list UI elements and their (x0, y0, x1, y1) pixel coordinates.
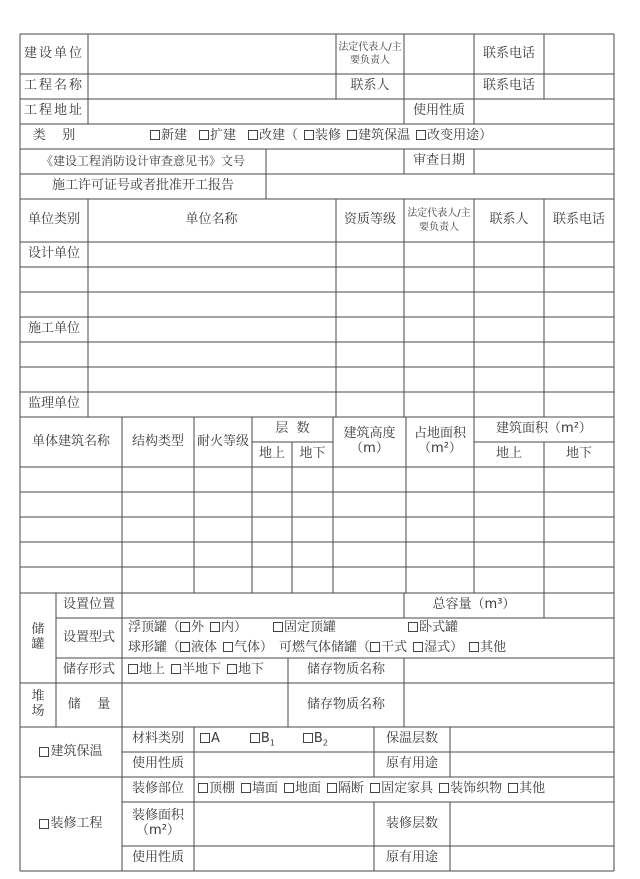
checkbox-icon[interactable] (241, 783, 251, 793)
label-storage-tank (20, 593, 56, 683)
header-contact-person: 联系人 (489, 212, 529, 228)
header-fire-rating: 耐火等级 (196, 433, 249, 449)
field-yard-material[interactable] (404, 683, 614, 727)
checkbox-icon[interactable] (171, 664, 181, 674)
label-design-unit: 设计单位 (27, 246, 80, 262)
header-floors: 层 数 (275, 421, 310, 437)
checkbox-icon[interactable] (304, 130, 314, 140)
field-review-date[interactable] (474, 149, 614, 174)
label-total-capacity: 总容量（m³） (432, 597, 516, 613)
option-wall[interactable]: 墙面 (241, 782, 278, 797)
label-insulation-original-use: 原有用途 (385, 756, 438, 772)
land-area-label: 占地面积 (413, 426, 466, 442)
field-insulation-use[interactable] (194, 752, 374, 777)
building-height-unit: （m） (350, 441, 389, 456)
checkbox-icon[interactable] (284, 783, 294, 793)
tank-label-char: 储 (31, 622, 45, 638)
label-storage-form: 储存形式 (62, 662, 115, 678)
tank-type-row-1 (128, 618, 614, 638)
option-fabric[interactable]: 装饰织物 (439, 782, 502, 797)
option-gas[interactable]: 气体） (223, 641, 273, 656)
checkbox-icon[interactable] (413, 642, 423, 652)
option-floating-roof: 浮顶罐（ (128, 619, 181, 635)
header-above-ground: 地上 (258, 446, 285, 462)
checkbox-icon[interactable] (303, 733, 313, 743)
checkbox-icon[interactable] (39, 819, 49, 829)
field-contact-person[interactable] (404, 74, 474, 99)
option-combustible-gas: 可燃气体储罐（ (279, 639, 371, 655)
label-legal-rep: 法定代表人/主要负责人 (338, 41, 402, 66)
header-building-area: 建筑面积（m²） (496, 421, 592, 437)
header-building-height (333, 417, 406, 467)
land-area-unit: （m²） (418, 441, 462, 456)
header-area-below: 地下 (565, 446, 592, 462)
checkbox-icon[interactable] (370, 783, 380, 793)
field-insulation-original-use[interactable] (450, 752, 614, 777)
checkbox-icon[interactable] (273, 622, 283, 632)
option-material-a[interactable]: A (200, 732, 220, 747)
decoration-area-unit: （m²） (136, 823, 180, 838)
field-project-address[interactable] (88, 99, 404, 124)
header-land-area (406, 417, 474, 467)
field-decoration-original-use[interactable] (450, 846, 614, 871)
option-liquid[interactable]: 液体 (180, 641, 217, 656)
option-partition[interactable]: 隔断 (327, 782, 364, 797)
checkbox-icon[interactable] (210, 622, 220, 632)
label-use-nature: 使用性质 (412, 103, 465, 119)
option-expand[interactable]: 扩建 (199, 129, 236, 144)
category-options (150, 124, 614, 149)
checkbox-icon[interactable] (39, 747, 49, 757)
checkbox-icon[interactable] (128, 664, 138, 674)
label-set-location: 设置位置 (62, 597, 115, 613)
option-insulation[interactable]: 建筑保温 (347, 129, 410, 144)
label-contact-phone-2: 联系电话 (482, 78, 535, 94)
option-decoration-project[interactable]: 装修工程 (20, 777, 122, 871)
label-set-form: 设置型式 (62, 629, 115, 645)
field-project-name[interactable] (88, 74, 335, 99)
option-semi-underground[interactable]: 半地下 (171, 663, 221, 678)
option-dry[interactable]: 干式 (370, 641, 407, 656)
label-builder-unit: 建设单位 (23, 45, 84, 61)
label-project-name: 工程名称 (23, 78, 84, 94)
field-set-location[interactable] (122, 593, 404, 618)
header-unit-type: 单位类别 (27, 212, 80, 228)
label-reserve: 储 量 (67, 696, 111, 712)
checkbox-icon[interactable] (150, 130, 160, 140)
tank-type-row-2 (128, 638, 614, 658)
tank-label-char: 罐 (31, 637, 45, 652)
label-contact-person: 联系人 (350, 78, 390, 94)
label-decoration-parts: 装修部位 (131, 781, 184, 797)
option-material-b2[interactable]: $B_2$ (303, 732, 328, 748)
subscript-1: 1 (269, 738, 275, 748)
label-construction-unit: 施工单位 (27, 321, 80, 337)
field-builder-unit[interactable] (88, 34, 335, 74)
field-legal-rep[interactable] (404, 34, 474, 74)
label-permit-no: 施工许可证号或者批准开工报告 (51, 178, 234, 194)
label-decoration-use: 使用性质 (131, 850, 184, 866)
label-contact-phone: 联系电话 (482, 45, 535, 61)
option-internal[interactable]: 内） (210, 621, 247, 636)
label-decoration-original-use: 原有用途 (385, 850, 438, 866)
option-decoration-other[interactable]: 其他 (508, 782, 545, 797)
field-insulation-layers[interactable] (450, 727, 614, 752)
header-contact-phone: 联系电话 (552, 212, 605, 228)
label-category: 类 别 (32, 128, 76, 144)
option-rebuild[interactable]: 改建（ (248, 129, 298, 144)
label-review-date: 审查日期 (412, 153, 465, 169)
checkbox-icon[interactable] (408, 622, 418, 632)
label-decoration-floors: 装修层数 (385, 815, 438, 831)
decoration-options (198, 777, 614, 802)
checkbox-icon[interactable] (508, 783, 518, 793)
header-building-name: 单体建筑名称 (31, 433, 110, 449)
option-new[interactable]: 新建 (150, 129, 187, 144)
option-external[interactable]: 外 (180, 621, 204, 636)
field-storage-material[interactable] (404, 658, 614, 683)
label-insulation-layers: 保温层数 (385, 731, 438, 747)
option-building-insulation[interactable]: 建筑保温 (20, 727, 122, 777)
option-change-use[interactable]: 改变用途） (416, 129, 492, 144)
field-permit-no[interactable] (266, 174, 614, 199)
checkbox-icon[interactable] (199, 130, 209, 140)
option-above-ground[interactable]: 地上 (128, 663, 165, 678)
header-legal-rep: 法定代表人/主要负责人 (407, 208, 471, 233)
option-decoration[interactable]: 装修 (304, 129, 341, 144)
checkbox-icon[interactable] (370, 642, 380, 652)
option-floor[interactable]: 地面 (284, 782, 321, 797)
option-spherical: 球形罐（ (128, 639, 181, 655)
header-unit-name: 单位名称 (185, 212, 238, 228)
checkbox-icon[interactable] (180, 622, 190, 632)
checkbox-icon[interactable] (327, 783, 337, 793)
building-height-label: 建筑高度 (343, 426, 396, 442)
option-horizontal[interactable]: 卧式罐 (408, 621, 458, 636)
field-review-opinion-no[interactable] (266, 149, 404, 174)
yard-label-char: 场 (31, 704, 45, 719)
field-decoration-area[interactable] (194, 802, 374, 846)
checkbox-icon[interactable] (416, 130, 426, 140)
checkbox-icon[interactable] (250, 733, 260, 743)
checkbox-icon[interactable] (439, 783, 449, 793)
label-review-opinion-no: 《建设工程消防设计审查意见书》文号 (40, 153, 245, 168)
storage-form-options (128, 658, 288, 683)
checkbox-icon[interactable] (347, 130, 357, 140)
material-options (200, 727, 370, 752)
decoration-area-label: 装修面积 (131, 808, 184, 824)
option-fixed-furniture[interactable]: 固定家具 (370, 782, 433, 797)
checkbox-icon[interactable] (200, 733, 210, 743)
label-material-type: 材料类别 (131, 731, 184, 747)
option-wet[interactable]: 湿式） (413, 641, 463, 656)
label-stock-yard (20, 683, 56, 727)
header-area-above: 地上 (495, 446, 522, 462)
label-storage-material: 储存物质名称 (306, 662, 385, 678)
checkbox-icon[interactable] (223, 642, 233, 652)
option-material-b1[interactable]: $B_1$ (250, 732, 275, 748)
field-contact-phone[interactable] (544, 34, 614, 74)
field-use-nature[interactable] (474, 99, 614, 124)
option-fixed-roof[interactable]: 固定顶罐 (273, 621, 336, 636)
checkbox-icon[interactable] (469, 642, 479, 652)
checkbox-icon[interactable] (180, 642, 190, 652)
field-decoration-floors[interactable] (450, 802, 614, 846)
label-decoration-area (122, 802, 194, 846)
label-insulation-use: 使用性质 (131, 756, 184, 772)
subscript-2: 2 (322, 738, 328, 748)
option-tank-other[interactable]: 其他 (469, 641, 506, 656)
option-ceiling[interactable]: 顶棚 (198, 782, 235, 797)
checkbox-icon[interactable] (198, 783, 208, 793)
field-reserve[interactable] (122, 683, 288, 727)
header-structure-type: 结构类型 (131, 433, 184, 449)
checkbox-icon[interactable] (227, 664, 237, 674)
label-project-address: 工程地址 (23, 103, 84, 119)
checkbox-icon[interactable] (248, 130, 258, 140)
label-supervision-unit: 监理单位 (27, 396, 80, 412)
yard-label-char: 堆 (31, 689, 45, 705)
header-qualification: 资质等级 (343, 212, 396, 228)
field-total-capacity[interactable] (544, 593, 614, 618)
option-underground[interactable]: 地下 (227, 663, 264, 678)
header-below-ground: 地下 (299, 446, 326, 462)
field-contact-phone-2[interactable] (544, 74, 614, 99)
label-yard-material: 储存物质名称 (306, 696, 385, 712)
field-decoration-use[interactable] (194, 846, 374, 871)
